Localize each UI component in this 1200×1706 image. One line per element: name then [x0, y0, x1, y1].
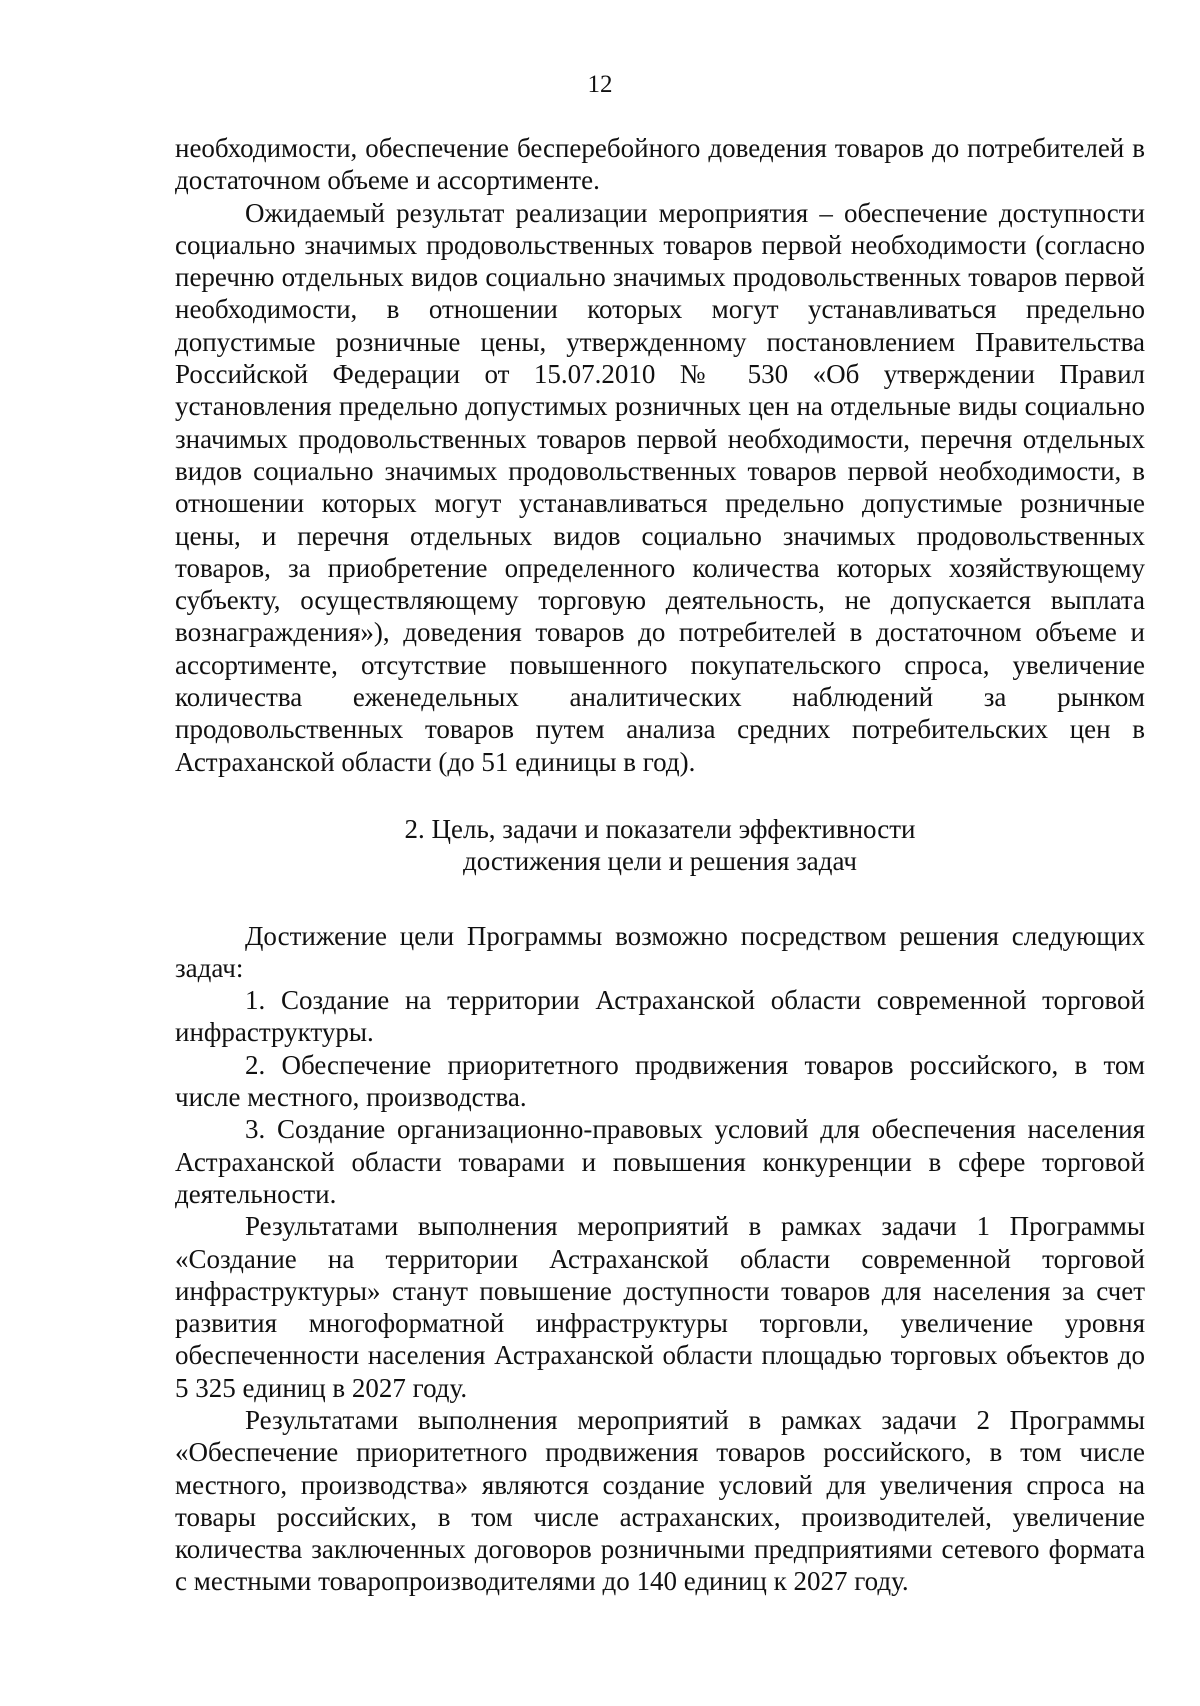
paragraph-continuation: необходимости, обеспечение бесперебойного доведения товаров до потребителей в достаточном объеме и ассортименте.	[175, 133, 1145, 196]
section-heading	[175, 813, 1145, 878]
section-heading-line-1: 2. Цель, задачи и показатели эффективности	[404, 813, 916, 844]
task-item-3: 3. Создание организационно-правовых условий для обеспечения населения Астраханской области товарами и повышения конкуренции в сфере торговой деятельности.	[175, 1114, 1145, 1209]
paragraph-expected-result: Ожидаемый результат реализации мероприятия – обеспечение доступности социально значимых продовольственных товаров первой необходимости (согласно перечню отдельных видов социально значимых продовольственных товаров первой необходимости, в отношении которых могут устанавливаться предельно допустимые розничные цены, утвержденному постановлением Правительства Российской Федерации от 15.07.2010 № 530 «Об утверждении Правил установления предельно допустимых розничных цен на отдельные виды социально значимых продовольственных товаров первой необходимости, перечня отдельных видов социально значимых продовольственных товаров первой необходимости, в отношении которых могут устанавливаться предельно допустимые розничные цены, и перечня отдельных видов социально значимых продовольственных товаров, за приобретение определенного количества которых хозяйствующему субъекту, осуществляющему торговую деятельность, не допускается выплата вознаграждения»), доведения товаров до потребителей в достаточном объеме и ассортименте, отсутствие повышенного покупательского спроса, увеличение количества еженедельных аналитических наблюдений за рынком продовольственных товаров путем анализа средних потребительских цен в Астраханской области (до 51 единицы в год).	[175, 197, 1145, 777]
section-heading-line-2: достижения цели и решения задач	[463, 846, 857, 877]
paragraph-task-1-results: Результатами выполнения мероприятий в рамках задачи 1 Программы «Создание на территории Астраханской области современной торговой инфраструктуры» станут повышение доступности товаров для населения за счет развития многоформатной инфраструктуры торговли, увеличение уровня обеспеченности населения Астраханской области площадью торговых объектов до 5 325 единиц в 2027 году.	[175, 1211, 1145, 1403]
task-item-2: 2. Обеспечение приоритетного продвижения товаров российского, в том числе местного, производства.	[175, 1049, 1145, 1113]
document-body	[175, 132, 1145, 1598]
paragraph-tasks-intro: Достижение цели Программы возможно посредством решения следующих задач:	[175, 920, 1145, 983]
page-number: 12	[587, 71, 613, 98]
task-item-1: 1. Создание на территории Астраханской области современной торговой инфраструктуры.	[175, 985, 1145, 1048]
paragraph-task-2-results: Результатами выполнения мероприятий в рамках задачи 2 Программы «Обеспечение приоритетного продвижения товаров российского, в том числе местного, производства» являются создание условий для увеличения спроса на товары российских, в том числе астраханских, производителей, увеличение количества заключенных договоров розничными предприятиями сетевого формата с местными товаропроизводителями до 140 единиц к 2027 году.	[175, 1404, 1145, 1597]
